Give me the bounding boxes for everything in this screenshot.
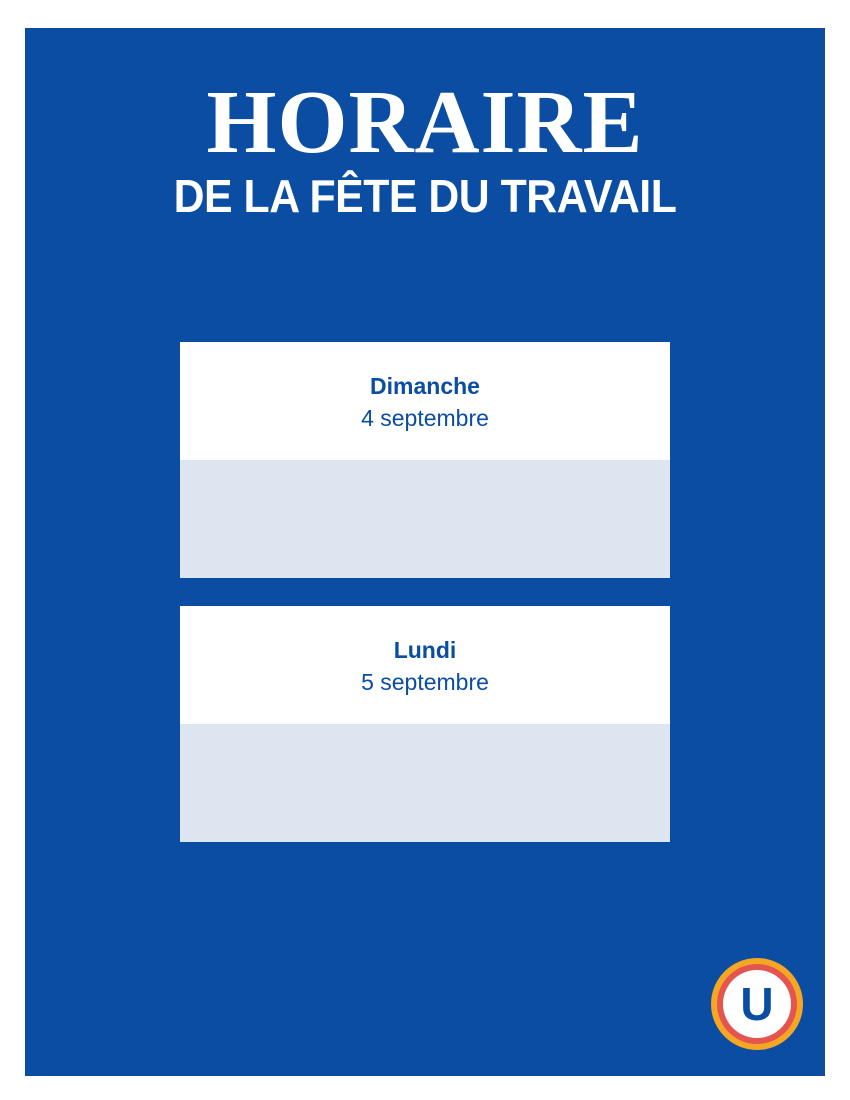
schedule-card-body bbox=[180, 460, 670, 578]
logo-letter: U bbox=[740, 978, 774, 1030]
schedule-card-date: 4 septembre bbox=[361, 404, 489, 431]
schedule-cards bbox=[180, 342, 670, 870]
title-block bbox=[25, 73, 825, 222]
page-title: HORAIRE bbox=[206, 73, 644, 172]
schedule-card-date: 5 septembre bbox=[361, 668, 489, 695]
poster bbox=[25, 28, 825, 1076]
schedule-card-header bbox=[180, 342, 670, 460]
page-subtitle: DE LA FÊTE DU TRAVAIL bbox=[173, 169, 677, 222]
schedule-card-day: Lundi bbox=[393, 637, 457, 664]
schedule-card-header bbox=[180, 606, 670, 724]
schedule-card-body bbox=[180, 724, 670, 842]
schedule-card bbox=[180, 606, 670, 842]
schedule-card bbox=[180, 342, 670, 578]
schedule-card-day: Dimanche bbox=[370, 373, 480, 399]
brand-logo-icon bbox=[711, 958, 803, 1050]
